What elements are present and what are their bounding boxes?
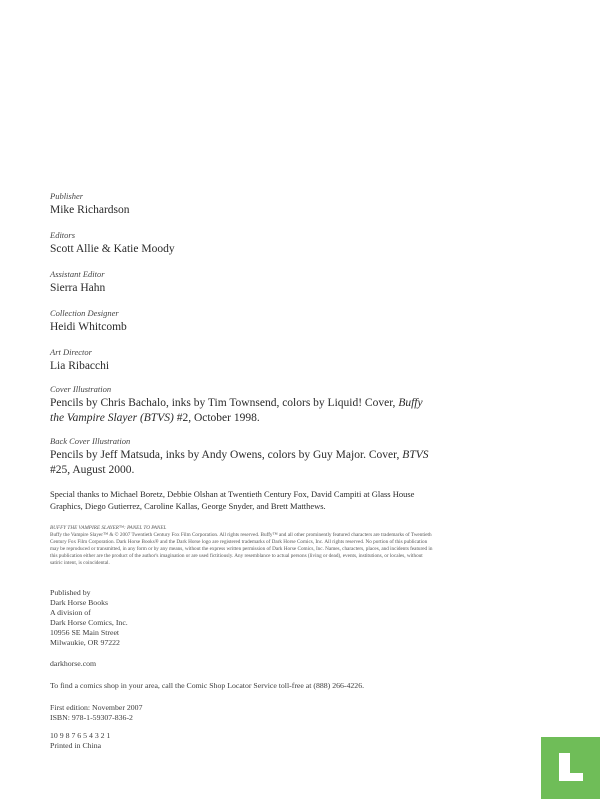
printed-in-line: Printed in China [50,741,102,750]
credit-role: Publisher [50,191,84,201]
publisher-address [50,588,128,648]
address-line: Published by [50,588,91,597]
credit-role: Back Cover Illustration [50,436,131,446]
printing-info [50,731,110,751]
back-cover-text-end: #25, August 2000. [50,464,135,476]
address-line: Dark Horse Books [50,598,109,607]
publisher-logo [541,737,600,799]
cover-text: Pencils by Chris Bachalo, inks by Tim Townsend, colors by Liquid! Cover, [50,397,399,409]
credit-name: Heidi Whitcomb [50,321,127,333]
credit-name: Mike Richardson [50,204,130,216]
credit-back-cover-illustration [50,436,430,478]
logo-mark-foot [559,773,583,781]
credit-role: Assistant Editor [50,269,105,279]
credit-role: Cover Illustration [50,384,112,394]
legal-title: BUFFY THE VAMPIRE SLAYER™: PANEL TO PANEL [50,525,167,531]
website: darkhorse.com [50,659,97,668]
credit-assistant-editor [50,269,105,295]
shop-locator: To find a comics shop in your area, call the Comic Shop Locator Service toll-free at (888) 266-4226. [50,681,365,690]
back-cover-description [50,448,430,478]
back-cover-text: Pencils by Jeff Matsuda, inks by Andy Owens, colors by Guy Major. Cover, [50,449,403,461]
edition-line: First edition: November 2007 [50,703,143,712]
special-thanks: Special thanks to Michael Boretz, Debbie Olshan at Twentieth Century Fox, David Campiti at Glass House Graphics, Diego Gutierrez, Caroline Kallas, George Snyder, and Brett Matthews. [50,489,415,511]
credit-name: Sierra Hahn [50,282,106,294]
credit-publisher [50,191,130,217]
credit-role: Collection Designer [50,308,119,318]
isbn-line: ISBN: 978-1-59307-836-2 [50,713,133,722]
credit-role: Editors [50,230,76,240]
address-line: 10956 SE Main Street [50,628,120,637]
credit-collection-designer [50,308,127,334]
credit-editors [50,230,175,256]
printing-number-line: 10 9 8 7 6 5 4 3 2 1 [50,731,111,740]
edition-info [50,703,142,723]
address-line: Dark Horse Comics, Inc. [50,618,128,627]
legal-notice [50,525,435,567]
credit-role: Art Director [50,347,92,357]
back-cover-title: BTVS [402,449,429,461]
address-line: Milwaukie, OR 97222 [50,638,120,647]
address-line: A division of [50,608,91,617]
credit-art-director [50,347,109,373]
legal-body: Buffy the Vampire Slayer™ & © 2007 Twentieth Century Fox Film Corporation. All rights reserved. Buffy™ and all other prominently featured characters are trademarks of Twentieth Century Fox Film Corporation. Dark Horse Books® and the Dark Horse logo are registered trademarks of Dark Horse Comics, Inc. All rights reserved. No portion of this publication may be reproduced or transmitted, in any form or by any means, without the express written permission of Dark Horse Comics, Inc. Names, characters, places, and incidents featured in this publication either are the product of the author's imagination or are used fictitiously. Any resemblance to actual persons (living or dead), events, institutions, or locales, without satiric intent, is coincidental. [50,532,433,566]
credit-cover-illustration [50,384,430,426]
cover-description [50,396,430,426]
credit-name: Scott Allie & Katie Moody [50,243,175,255]
cover-title: Buffy the Vampire Slayer (BTVS) [50,397,423,424]
cover-text-end: #2, October 1998. [173,412,260,424]
credit-name: Lia Ribacchi [50,360,110,372]
